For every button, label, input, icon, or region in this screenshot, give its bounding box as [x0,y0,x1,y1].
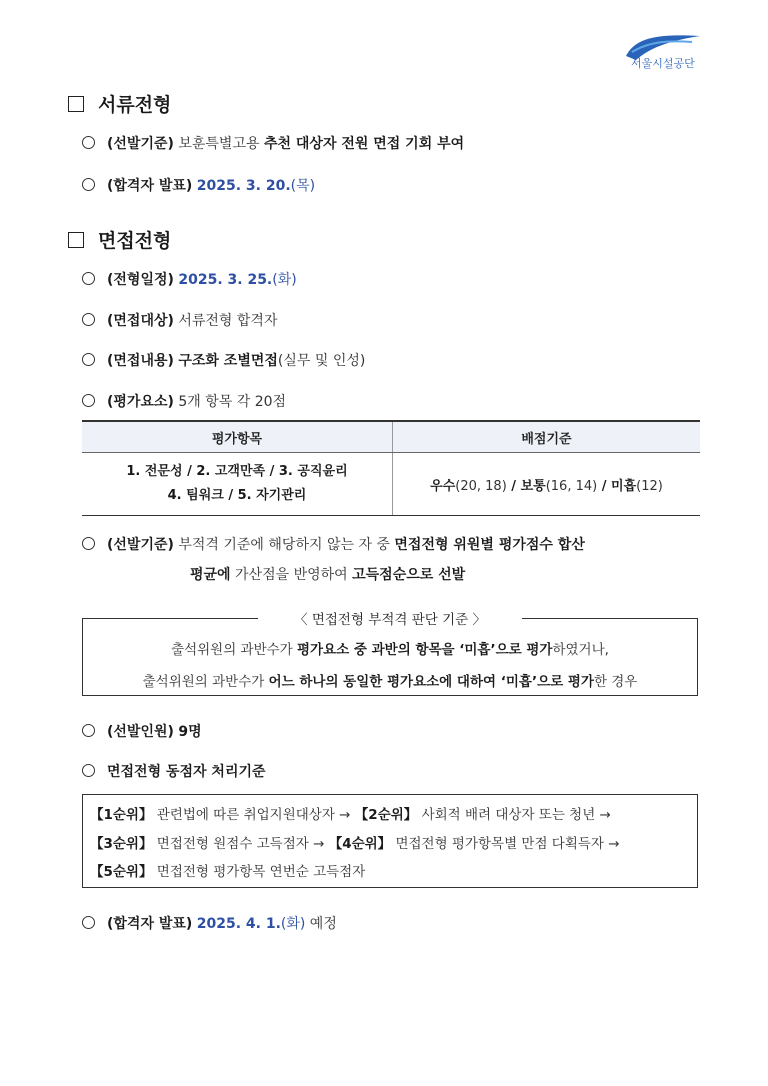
evaluation-table [82,420,700,516]
doc-criteria-line: (선발기준) 보훈특별고용 추천 대상자 전원 면접 기회 부여 [82,133,464,153]
final-announce-line: (합격자 발표) 2025. 4. 1.(화) 예정 [82,913,337,933]
doc-announce-line: (합격자 발표) 2025. 3. 20.(목) [82,175,315,195]
selection-criteria-line-2: 평균에 가산점을 반영하여 고득점순으로 선발 [190,567,466,583]
section-interview: 면접전형 [68,226,171,253]
circle-bullet-icon [82,916,95,929]
table-header-cell: 평가항목 [82,421,393,453]
tie-rank-line-2: 【3순위】 면접전형 원점수 고득점자 → 【4순위】 면접전형 평가항목별 만점 다획득자 → [90,836,620,852]
circle-bullet-icon [82,353,95,366]
table-header-row [82,421,700,453]
unfit-criteria-title: 〈 면접전형 부적격 판단 기준 〉 [258,608,522,628]
tie-rank-line-1: 【1순위】 관련법에 따른 취업지원대상자 → 【2순위】 사회적 배려 대상자 또는 청년 → [90,807,611,823]
interview-eval-line: (평가요소) 5개 항목 각 20점 [82,391,286,411]
circle-bullet-icon [82,272,95,285]
tie-rank-line-3: 【5순위】 면접전형 평가항목 연번순 고득점자 [90,864,366,880]
square-bullet-icon [68,232,84,248]
score-criteria-cell: 우수(20, 18) / 보통(16, 14) / 미흡(12) [393,453,701,516]
square-bullet-icon [68,96,84,112]
interview-target-line: (면접대상) 서류전형 합격자 [82,310,277,330]
logo-text: 서울시설공단 [631,57,695,70]
section-doc-screening: 서류전형 [68,90,171,117]
circle-bullet-icon [82,537,95,550]
eval-items-cell: 1. 전문성 / 2. 고객만족 / 3. 공직윤리 4. 팀워크 / 5. 자기관리 [82,453,393,516]
selection-count-line: (선발인원) 9명 [82,721,202,741]
interview-content-line: (면접내용) 구조화 조별면접(실무 및 인성) [82,350,365,370]
circle-bullet-icon [82,313,95,326]
circle-bullet-icon [82,394,95,407]
unfit-criteria-line-2: 출석위원의 과반수가 어느 하나의 동일한 평가요소에 대하여 ‘미흡’으로 평가한 경우 [142,674,638,690]
selection-criteria-line: (선발기준) 부적격 기준에 해당하지 않는 자 중 면접전형 위원별 평가점수 합산 [82,534,585,554]
circle-bullet-icon [82,136,95,149]
tie-break-title-line: 면접전형 동점자 처리기준 [82,761,266,781]
circle-bullet-icon [82,764,95,777]
table-header-cell: 배점기준 [393,421,701,453]
interview-schedule-line: (전형일정) 2025. 3. 25.(화) [82,269,297,289]
circle-bullet-icon [82,724,95,737]
unfit-criteria-line-1: 출석위원의 과반수가 평가요소 중 과반의 항목을 ‘미흡’으로 평가하였거나, [171,642,609,658]
circle-bullet-icon [82,178,95,191]
table-row [82,453,700,516]
